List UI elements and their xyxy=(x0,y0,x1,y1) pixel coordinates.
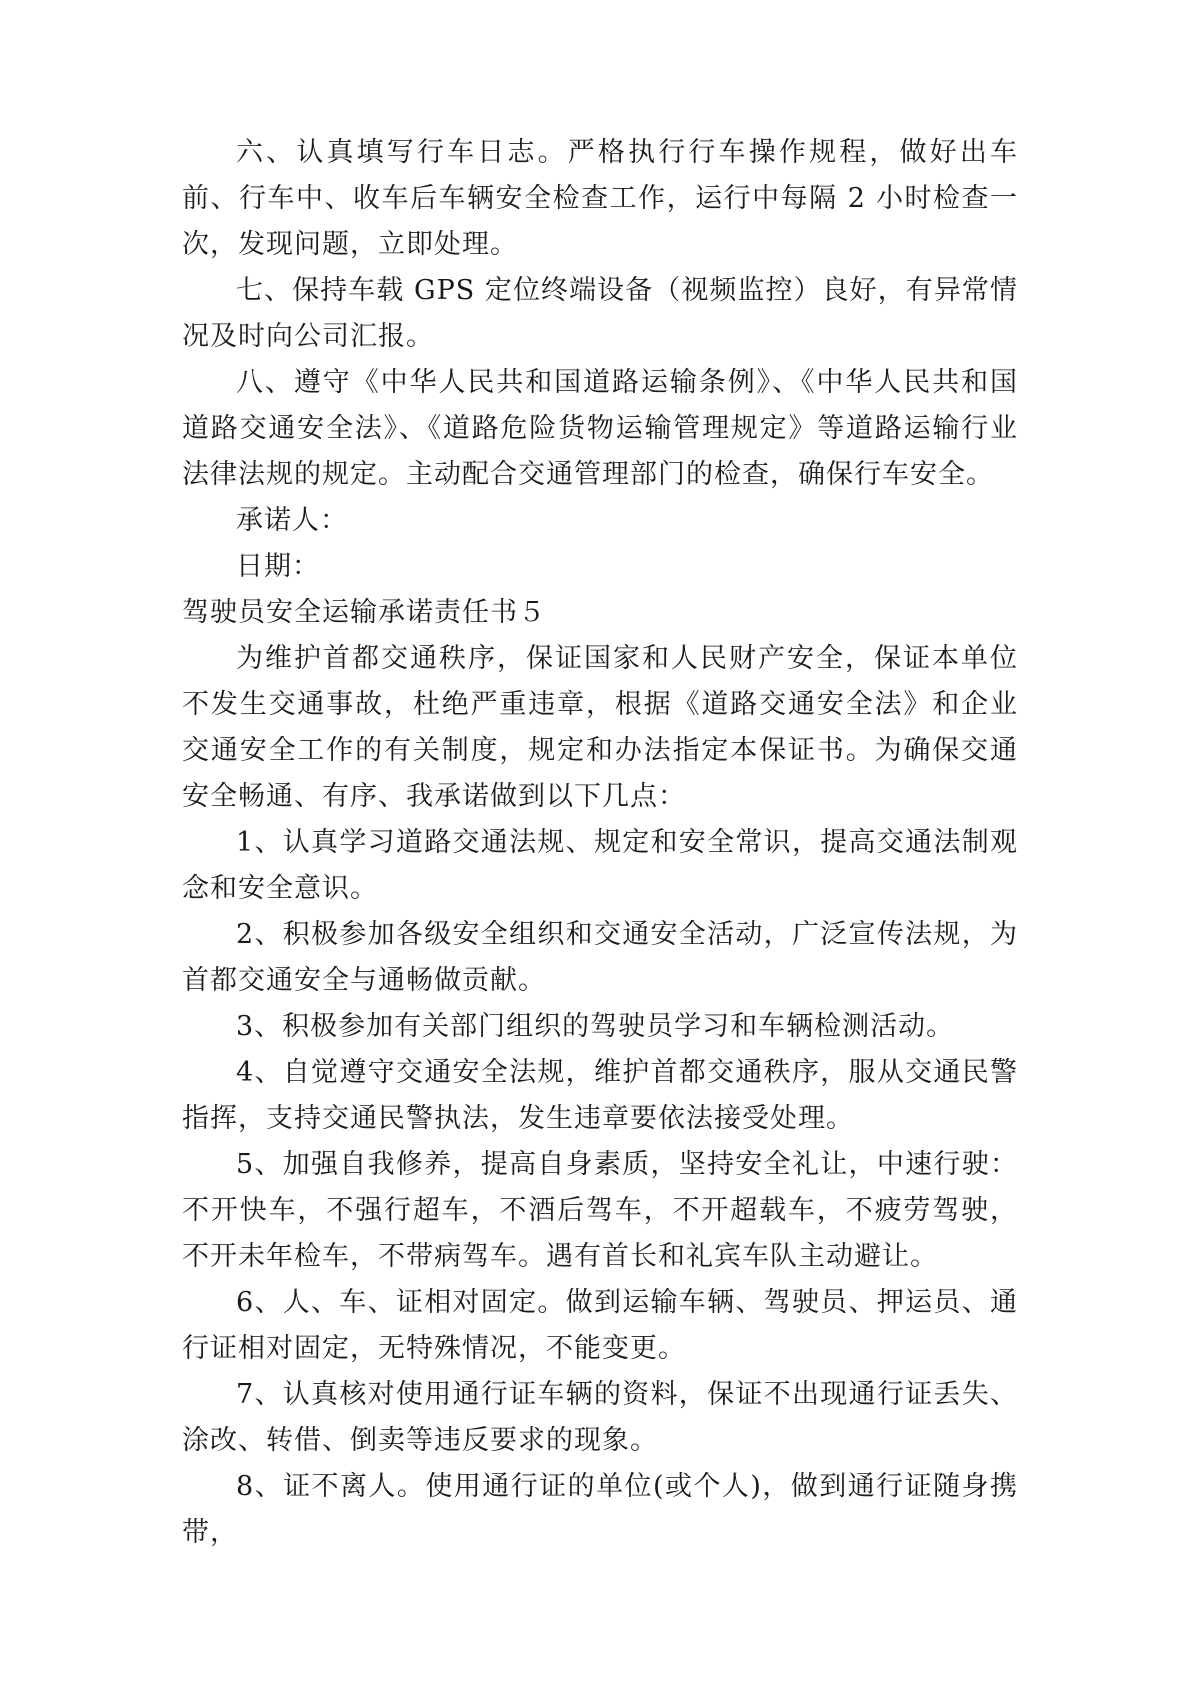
commitment-item-8: 8、证不离人。使用通行证的单位(或个人)，做到通行证随身携带， xyxy=(182,1471,1018,1548)
commitment-item-6: 6、人、车、证相对固定。做到运输车辆、驾驶员、押运员、通行证相对固定，无特殊情况，不能变更。 xyxy=(182,1287,1018,1364)
paragraph-item-7: 七、保持车载 GPS 定位终端设备（视频监控）良好，有异常情况及时向公司汇报。 xyxy=(182,275,1018,352)
paragraph-item-8: 八、遵守《中华人民共和国道路运输条例》、《中华人民共和国道路交通安全法》、《道路危险货物运输管理规定》等道路运输行业法律法规的规定。主动配合交通管理部门的检查，确保行车安全。 xyxy=(182,367,1018,490)
commitment-item-2: 2、积极参加各级安全组织和交通安全活动，广泛宣传法规，为首都交通安全与通畅做贡献。 xyxy=(182,919,1018,996)
commitment-item-3: 3、积极参加有关部门组织的驾驶员学习和车辆检测活动。 xyxy=(236,1011,955,1042)
date-label: 日期： xyxy=(236,551,320,582)
intro-paragraph: 为维护首都交通秩序，保证国家和人民财产安全，保证本单位不发生交通事故，杜绝严重违章，根据《道路交通安全法》和企业交通安全工作的有关制度，规定和办法指定本保证书。为确保交通安全畅通、有序、我承诺做到以下几点： xyxy=(182,643,1018,812)
commitment-item-5: 5、加强自我修养，提高自身素质，坚持安全礼让，中速行驶：不开快车，不强行超车，不酒后驾车，不开超载车，不疲劳驾驶，不开未年检车，不带病驾车。遇有首长和礼宾车队主动避让。 xyxy=(182,1149,1018,1272)
commitment-item-4: 4、自觉遵守交通安全法规，维护首都交通秩序，服从交通民警指挥，支持交通民警执法，发生违章要依法接受处理。 xyxy=(182,1057,1018,1134)
section-title: 驾驶员安全运输承诺责任书５ xyxy=(182,597,546,628)
paragraph-item-6: 六、认真填写行车日志。严格执行行车操作规程，做好出车前、行车中、收车后车辆安全检查工作，运行中每隔 2 小时检查一次，发现问题，立即处理。 xyxy=(182,137,1018,260)
promisor-label: 承诺人： xyxy=(236,505,348,536)
commitment-item-7: 7、认真核对使用通行证车辆的资料，保证不出现通行证丢失、涂改、转借、倒卖等违反要求的现象。 xyxy=(182,1379,1018,1456)
document-body xyxy=(182,130,1018,1556)
commitment-item-1: 1、认真学习道路交通法规、规定和安全常识，提高交通法制观念和安全意识。 xyxy=(182,827,1018,904)
